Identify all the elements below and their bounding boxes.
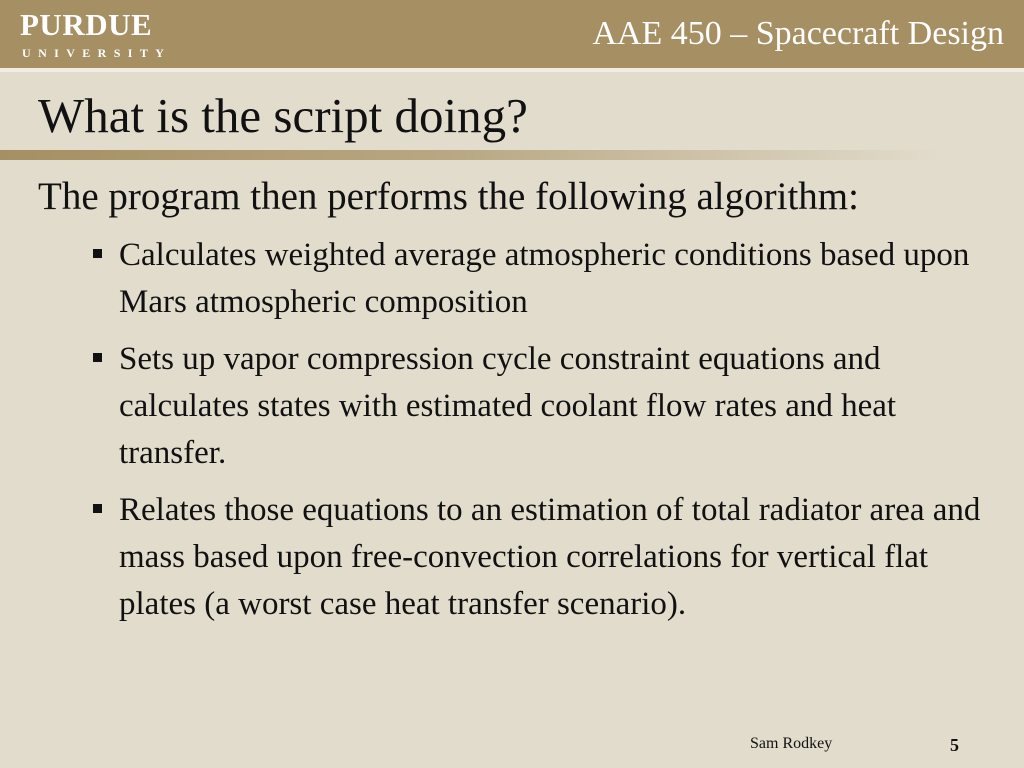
page-number: 5 bbox=[950, 735, 959, 755]
header-bar bbox=[0, 0, 1024, 68]
logo-wordmark: PURDUE bbox=[20, 7, 153, 42]
bullet-text: Relates those equations to an estimation of total radiator area and mass based upon free-convection correlations for vertical flat plates (a worst case heat transfer scenario). bbox=[119, 492, 981, 622]
bullet-list bbox=[38, 232, 1008, 628]
course-title: AAE 450 – Spacecraft Design bbox=[592, 15, 1004, 52]
logo-subtitle: UNIVERSITY bbox=[22, 46, 172, 60]
header-divider bbox=[0, 68, 1024, 72]
footer-author: Sam Rodkey bbox=[750, 735, 833, 752]
bullet-item bbox=[38, 487, 999, 628]
square-bullet-icon bbox=[93, 504, 102, 513]
bullet-text: Sets up vapor compression cycle constraint equations and calculates states with estimated coolant flow rates and heat transfer. bbox=[119, 341, 897, 471]
square-bullet-icon bbox=[93, 249, 102, 258]
purdue-logo bbox=[20, 9, 180, 63]
slide-title: What is the script doing? bbox=[38, 88, 528, 143]
slide-content bbox=[38, 172, 1008, 638]
bullet-text: Calculates weighted average atmospheric conditions based upon Mars atmospheric composition bbox=[119, 237, 970, 320]
title-underline-bar bbox=[0, 150, 1024, 160]
bullet-item bbox=[38, 336, 999, 477]
bullet-item bbox=[38, 232, 999, 326]
lead-text: The program then performs the following algorithm: bbox=[38, 175, 859, 218]
square-bullet-icon bbox=[93, 353, 102, 362]
